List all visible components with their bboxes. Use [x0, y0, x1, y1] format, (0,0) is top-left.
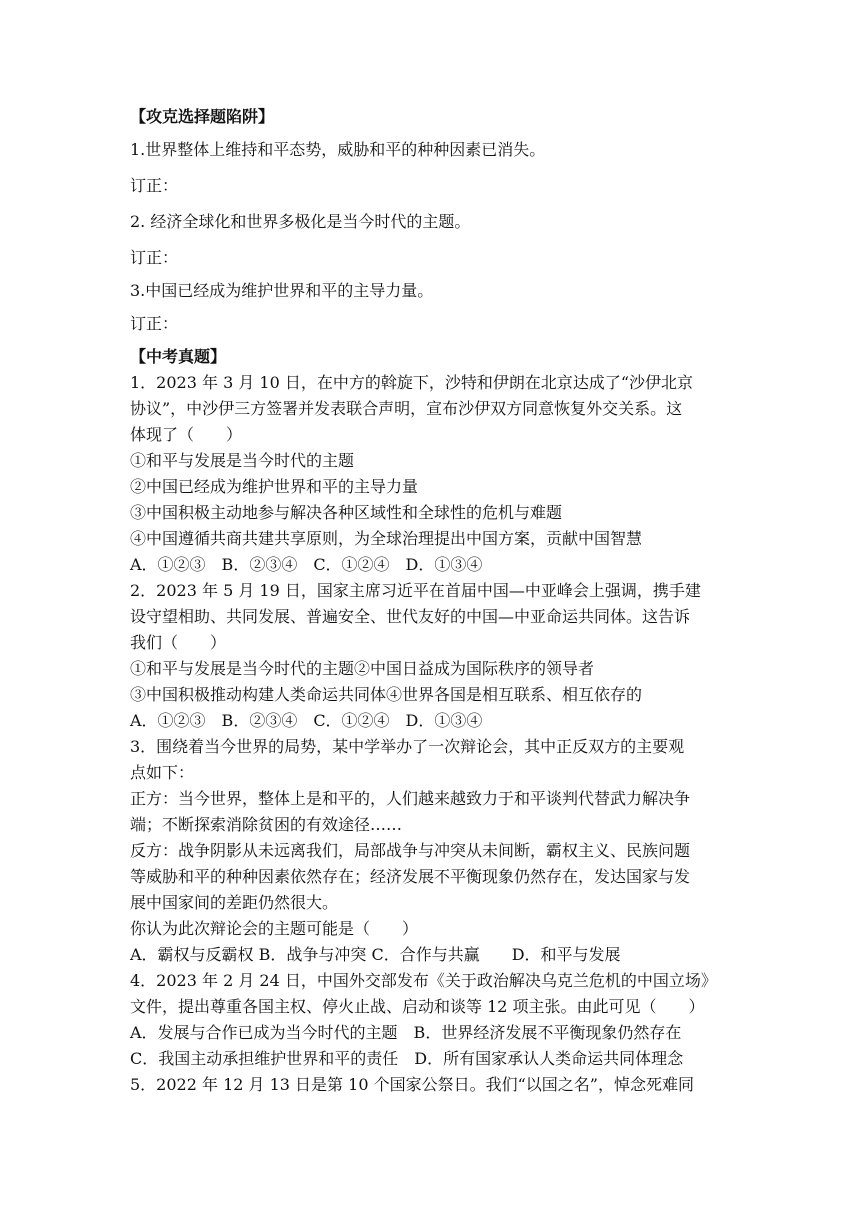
q3-text-line: 点如下： — [130, 763, 195, 782]
q3-negative: 反方：战争阴影从未远离我们，局部战争与冲突从未间断，霸权主义、民族问题 — [130, 841, 691, 860]
q3-question: 你认为此次辩论会的主题可能是（ ） — [130, 919, 419, 938]
q1-statement: ③中国积极主动地参与解决各种区域性和全球性的危机与难题 — [130, 503, 563, 522]
document-body — [130, 104, 732, 1098]
correction-label-2: 订正： — [130, 248, 179, 267]
q3-affirmative: 端；不断探索消除贫困的有效途径…… — [130, 815, 403, 834]
q4-text-line: 4．2023 年 2 月 24 日，中国外交部发布《关于政治解决乌克兰危机的中国立场》 — [130, 971, 717, 990]
q2-text-line: 设守望相助、共同发展、普遍安全、世代友好的中国—中亚命运共同体。这告诉 — [130, 607, 691, 626]
q1-statement: ②中国已经成为维护世界和平的主导力量 — [130, 477, 419, 496]
q3-negative: 展中国家间的差距仍然很大。 — [130, 893, 339, 912]
q1-statement: ④中国遵循共商共建共享原则，为全球治理提出中国方案，贡献中国智慧 — [130, 529, 643, 548]
section-heading-traps: 【攻克选择题陷阱】 — [130, 107, 275, 126]
q2-options: A．①②③ B．②③④ C．①②④ D．①③④ — [130, 711, 483, 730]
q2-statement: ③中国积极推动构建人类命运共同体④世界各国是相互联系、相互依存的 — [130, 685, 643, 704]
q2-text-line: 我们（ ） — [130, 633, 227, 652]
q1-statement: ①和平与发展是当今时代的主题 — [130, 451, 355, 470]
q1-text-line: 协议”，中沙伊三方签署并发表联合声明，宣布沙伊双方同意恢复外交关系。这 — [130, 399, 683, 418]
q2-text-line: 2．2023 年 5 月 19 日，国家主席习近平在首届中国—中亚峰会上强调，携手建 — [130, 581, 701, 600]
q1-text-line: 体现了（ ） — [130, 425, 243, 444]
q2-statement: ①和平与发展是当今时代的主题②中国日益成为国际秩序的领导者 — [130, 659, 595, 678]
trap-statement-2: 2. 经济全球化和世界多极化是当今时代的主题。 — [130, 212, 471, 231]
q1-text-line: 1．2023 年 3 月 10 日，在中方的斡旋下，沙特和伊朗在北京达成了“沙伊北京 — [130, 373, 694, 392]
q4-options: A．发展与合作已成为当今时代的主题 B．世界经济发展不平衡现象仍然存在 — [130, 1023, 682, 1042]
correction-label-3: 订正： — [130, 314, 179, 333]
q3-negative: 等威胁和平的种种因素依然存在；经济发展不平衡现象仍然存在，发达国家与发 — [130, 867, 691, 886]
q3-text-line: 3．围绕着当今世界的局势，某中学举办了一次辩论会，其中正反双方的主要观 — [130, 737, 685, 756]
q4-options: C．我国主动承担维护世界和平的责任 D．所有国家承认人类命运共同体理念 — [130, 1049, 684, 1068]
trap-statement-3: 3.中国已经成为维护世界和平的主导力量。 — [130, 281, 434, 300]
q5-text-line: 5．2022 年 12 月 13 日是第 10 个国家公祭日。我们“以国之名”，悼念死难同 — [130, 1075, 694, 1094]
q4-text-line: 文件，提出尊重各国主权、停火止战、启动和谈等 12 项主张。由此可见（ ） — [130, 997, 705, 1016]
trap-statement-1: 1.世界整体上维持和平态势，威胁和平的种种因素已消失。 — [130, 140, 546, 159]
q3-affirmative: 正方：当今世界，整体上是和平的，人们越来越致力于和平谈判代替武力解决争 — [130, 789, 691, 808]
correction-label-1: 订正： — [130, 176, 179, 195]
section-heading-exam: 【中考真题】 — [130, 347, 227, 366]
q1-options: A．①②③ B．②③④ C．①②④ D．①③④ — [130, 555, 483, 574]
q3-options: A．霸权与反霸权 B．战争与冲突 C．合作与共赢 D．和平与发展 — [130, 945, 621, 964]
